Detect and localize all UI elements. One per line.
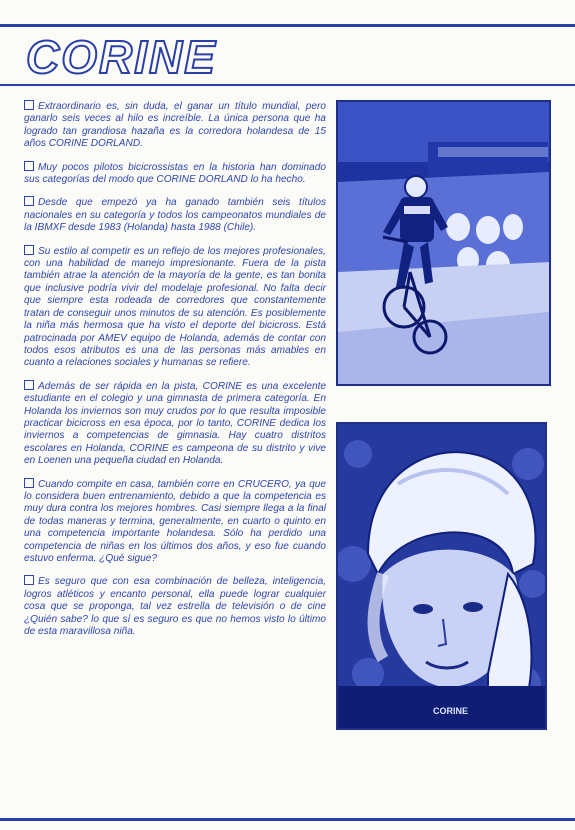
bmx-rider-photo	[336, 100, 551, 386]
paragraph-2	[24, 161, 326, 187]
title-underline-rule	[0, 84, 575, 86]
bullet-square-icon	[24, 245, 34, 255]
bullet-square-icon	[24, 478, 34, 488]
paragraph-text: Extraordinario es, sin duda, el ganar un título mundial, pero ganarlo seis veces al hilo es increíble. La única persona que ha logrado tan grandiosa hazaña es la corredora holandesa de 15 años CORINE DORLAND.	[24, 101, 326, 150]
bullet-square-icon	[24, 380, 34, 390]
page-title: CORINE	[26, 31, 217, 83]
paragraph-text: Es seguro que con esa combinación de belleza, inteligencia, logros atléticos y encanto personal, ella puede lograr cualquier cosa que se proponga, tal vez estrella de televisión o de cine ¿Quién sabe? lo que sí es seguro es que no hemos visto lo último de esta maravillosa niña.	[24, 576, 326, 638]
portrait-illustration	[338, 424, 545, 728]
paragraph-6	[24, 478, 326, 566]
top-rule	[0, 24, 575, 27]
paragraph-text: Cuando compite en casa, también corre en CRUCERO, ya que lo considera buen entrenamiento, debido a que la competencia es muy dura contra los mejores hombres. Casi siempre llega a la final de todas maneras y termina, generalmente, en cuarto o quinto en una competencia importante holandesa. Sólo ha perdido una competencia de niñas en los últimos dos años, y eso fue cuando estuvo enferma. ¿Qué sigue?	[24, 478, 326, 564]
bmx-rider-illustration	[338, 102, 549, 384]
portrait-photo	[336, 422, 547, 730]
paragraph-3	[24, 196, 326, 234]
bullet-square-icon	[24, 196, 34, 206]
paragraph-text: Muy pocos pilotos bicicrossistas en la historia han dominado sus categorías del modo que CORINE DORLAND lo ha hecho.	[24, 161, 326, 186]
article-column	[24, 100, 326, 648]
paragraph-7	[24, 575, 326, 638]
bottom-rule	[0, 818, 575, 821]
paragraph-text: Desde que empezó ya ha ganado también seis títulos nacionales en su categoría y todos los campeonatos mundiales de la IBMXF desde 1983 (Holanda) hasta 1988 (Chile).	[24, 197, 326, 234]
paragraph-text: Su estilo al competir es un reflejo de los mejores profesionales, con una habilidad de manejo impresionante. Fuera de la pista también atrae la atención de la mayoría de la gente, es tan bonita que inclusive podría vivir del modelaje profesional. No falta decir que siempre esta rodeada de corredores que constantemente tratan de conseguir unos minutos de su atención. Es posiblemente la niña más hermosa que ha visto el deporte del bicicross. Está patrocinada por AMEV equipo de Holanda, además de contar con todos esos atributos es una de las personas más amables en cuanto a relaciones sociales y humanas se refiere.	[24, 245, 326, 369]
bullet-square-icon	[24, 161, 34, 171]
bullet-square-icon	[24, 575, 34, 585]
paragraph-4	[24, 245, 326, 370]
bullet-square-icon	[24, 100, 34, 110]
paragraph-5	[24, 380, 326, 468]
helmet-lettering: CORINE	[433, 706, 469, 716]
paragraph-1	[24, 100, 326, 151]
paragraph-text: Además de ser rápida en la pista, CORINE es una excelente estudiante en el colegio y una gimnasta de primera categoría. En Holanda los inviernos son muy crudos por lo que resulta imposible practicar bicicross en esa época, por lo tanto, CORINE dedica los inviernos a competencias de gimnasia. Hay cuatro distritos escolares en Holanda, CORINE es campeona de su distrito y vive en Loenen una pequeña ciudad en Holanda.	[24, 380, 326, 467]
